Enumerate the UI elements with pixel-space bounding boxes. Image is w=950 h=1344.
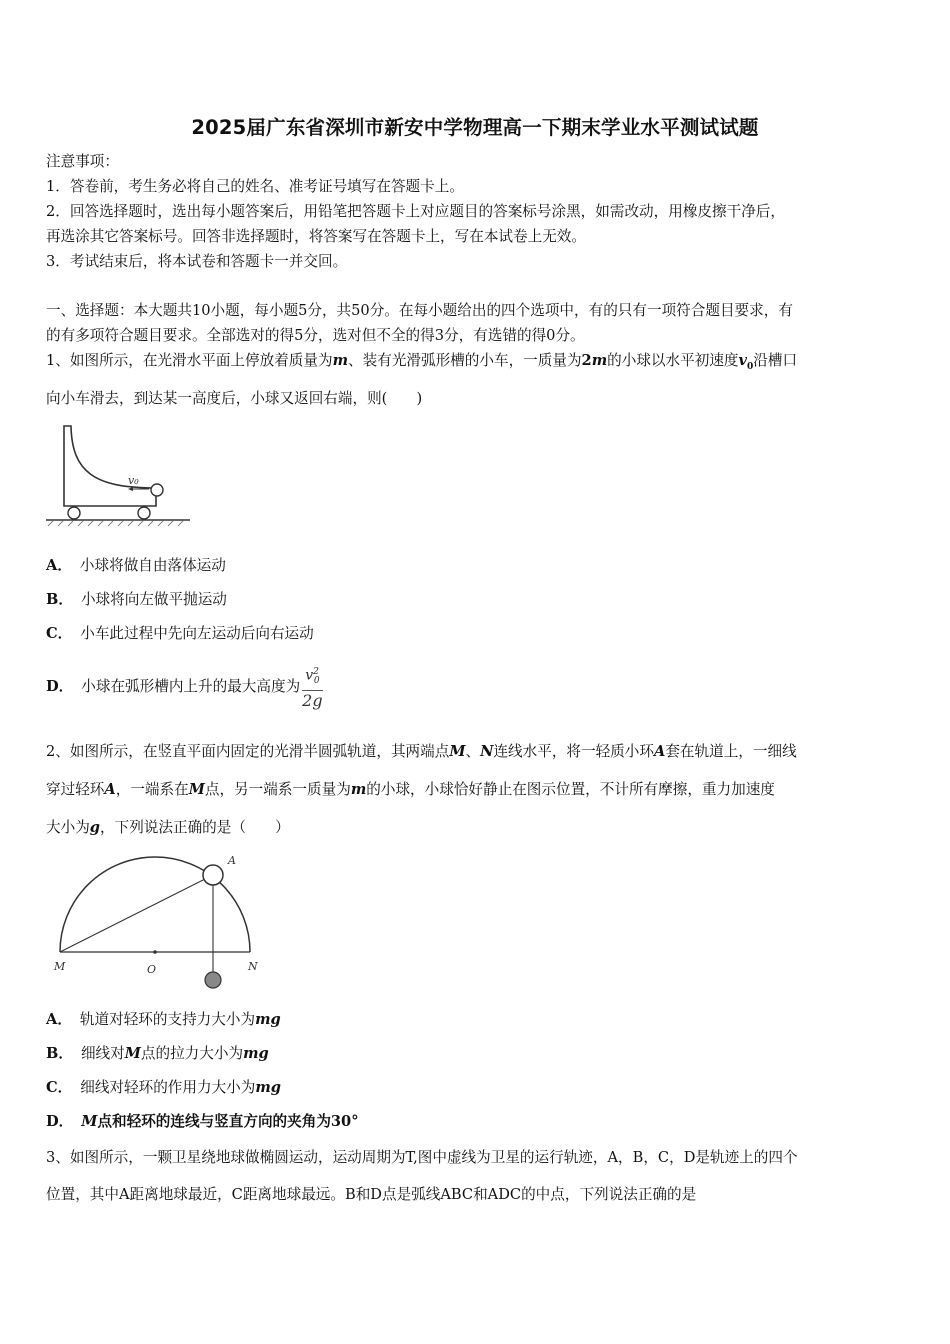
q1-velocity-label: v₀ (128, 474, 139, 487)
q1-option-b[interactable]: B． 小球将向左做平抛运动 (46, 591, 227, 608)
notice-item-1: 1．答卷前，考生务必将自己的姓名、准考证号填写在答题卡上。 (46, 178, 464, 195)
page-title: 2025届广东省深圳市新安中学物理高一下期末学业水平测试试题 (191, 116, 759, 139)
notice-heading: 注意事项： (46, 153, 119, 170)
q2-stem-line-3: 大小为g，下列说法正确的是（ ） (46, 819, 290, 836)
q1-option-a[interactable]: A． 小球将做自由落体运动 (46, 557, 226, 574)
notice-item-2: 2．回答选择题时，选出每小题答案后，用铅笔把答题卡上对应题目的答案标号涂黑，如需改动，用橡皮擦干净后， (46, 203, 785, 220)
q1-height-formula: $\frac{v^2_0}{2g}$ (302, 667, 323, 711)
q1-stem-line-2: 向小车滑去，到达某一高度后，小球又返回右端，则( ) (46, 390, 423, 407)
q1-option-c[interactable]: C． 小车此过程中先向左运动后向右运动 (46, 625, 314, 642)
notice-item-2-cont: 再选涂其它答案标号。回答非选择题时，将答案写在答题卡上，写在本试卷上无效。 (46, 228, 586, 245)
q2-label-n: N (248, 960, 258, 973)
q2-option-d[interactable]: D． M点和轻环的连线与竖直方向的夹角为30° (46, 1113, 359, 1130)
q2-stem-line-1: 2、如图所示，在竖直平面内固定的光滑半圆弧轨道，其两端点M、N连线水平，将一轻质小环A套在轨道上，一细线 (46, 743, 797, 760)
q3-stem-line-2: 位置，其中A距离地球最近，C距离地球最远。B和D点是弧线ABC和ADC的中点，下列说法正确的是 (46, 1186, 697, 1203)
q2-label-o: O (147, 963, 157, 976)
q2-option-c[interactable]: C． 细线对轻环的作用力大小为mg (46, 1079, 282, 1096)
q2-label-a: A (228, 854, 236, 867)
q2-option-a[interactable]: A． 轨道对轻环的支持力大小为mg (46, 1011, 281, 1028)
q1-stem-line-1: 1、如图所示，在光滑水平面上停放着质量为m、装有光滑弧形槽的小车，一质量为2m的小球以水平初速度$v_0$沿槽口 (46, 352, 798, 372)
q2-stem-line-2: 穿过轻环A，一端系在M点，另一端系一质量为m的小球，小球恰好静止在图示位置，不计所有摩擦，重力加速度 (46, 781, 775, 798)
section-instructions-line-2: 的有多项符合题目要求。全部选对的得5分，选对但不全的得3分，有选错的得0分。 (46, 327, 585, 344)
notice-item-3: 3．考试结束后，将本试卷和答题卡一并交回。 (46, 253, 348, 270)
section-instructions-line-1: 一、选择题：本大题共10小题，每小题5分，共50分。在每小题给出的四个选项中，有的只有一项符合题目要求，有 (46, 302, 793, 319)
q2-semicircle-figure (48, 850, 268, 996)
q1-cart-figure (44, 422, 194, 528)
q2-option-b[interactable]: B． 细线对M点的拉力大小为mg (46, 1045, 269, 1062)
q1-option-d[interactable]: D． 小球在弧形槽内上升的最大高度为 $\frac{v^2_0}{2g}$ (46, 664, 323, 710)
q2-label-m: M (54, 960, 66, 973)
q3-stem-line-1: 3、如图所示，一颗卫星绕地球做椭圆运动，运动周期为T,图中虚线为卫星的运行轨迹，A，B，C，D是轨迹上的四个 (46, 1149, 798, 1166)
